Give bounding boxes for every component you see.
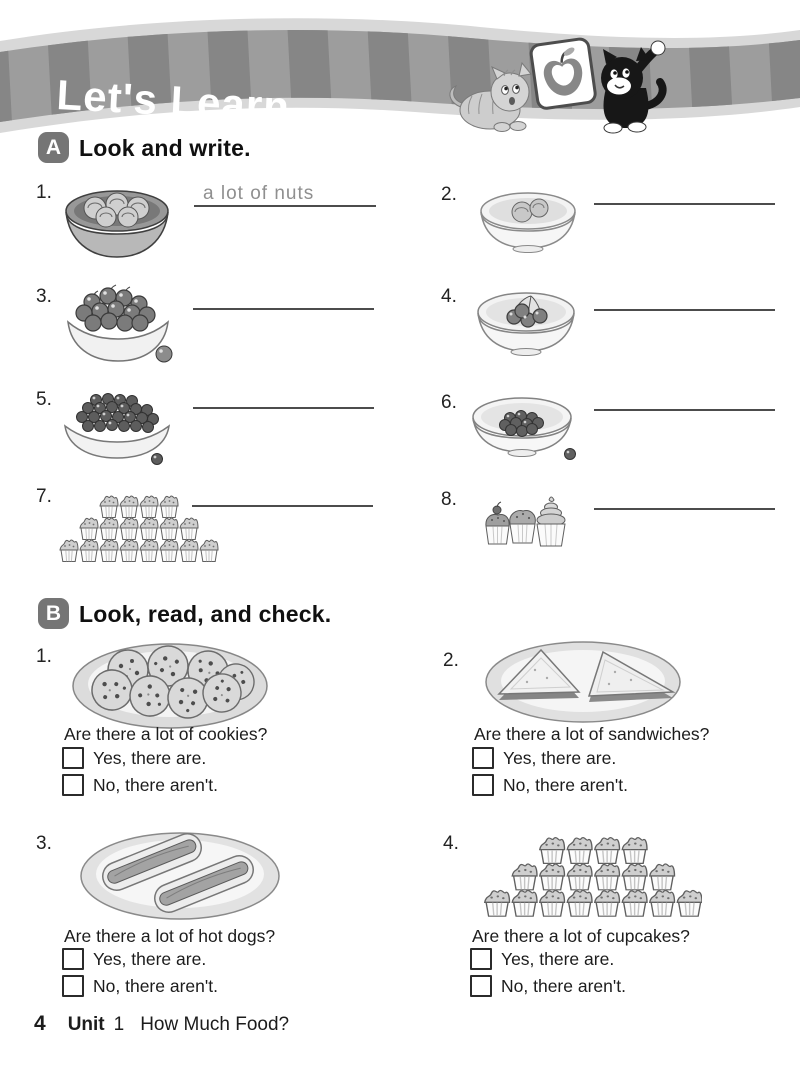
item-b1-no-label: No, there aren't.	[93, 774, 218, 795]
item-a6-answer-line[interactable]	[594, 409, 775, 411]
item-a5-number: 5.	[36, 389, 52, 410]
a-lot-of-cupcakes-image	[482, 822, 702, 918]
item-a1-number: 1.	[36, 182, 52, 203]
unit-label: Unit	[67, 1014, 105, 1035]
item-a3-answer-line[interactable]	[193, 308, 374, 310]
item-b1-yes-label: Yes, there are.	[93, 747, 207, 768]
item-a3-number: 3.	[36, 286, 52, 307]
item-a2-answer-line[interactable]	[594, 203, 775, 205]
item-b4-yes-checkbox[interactable]	[470, 948, 492, 970]
item-a1-written-answer: a lot of nuts	[203, 183, 315, 204]
item-b3-yes-checkbox[interactable]	[62, 948, 84, 970]
item-b2-number: 2.	[443, 650, 459, 671]
item-b3-yes-label: Yes, there are.	[93, 948, 207, 969]
plate-of-hot-dogs-image	[78, 826, 283, 921]
item-b1-number: 1.	[36, 646, 52, 667]
unit-title: How Much Food?	[140, 1014, 290, 1035]
bowl-a-few-cherries-image	[474, 286, 582, 360]
section-a-heading: Look and write.	[79, 135, 251, 161]
a-few-cupcakes-image	[478, 492, 578, 560]
item-b4-yes-label: Yes, there are.	[501, 948, 615, 969]
section-a-badge: A	[38, 132, 69, 163]
page-footer	[34, 1012, 289, 1036]
item-b3-no-checkbox[interactable]	[62, 975, 84, 997]
lets-learn-banner	[0, 10, 800, 138]
section-b-heading: Look, read, and check.	[79, 601, 332, 627]
item-b2-question: Are there a lot of sandwiches?	[474, 724, 710, 744]
item-b2-yes-checkbox[interactable]	[472, 747, 494, 769]
item-a7-number: 7.	[36, 486, 52, 507]
item-b3-question: Are there a lot of hot dogs?	[64, 926, 276, 946]
item-a5-answer-line[interactable]	[193, 407, 374, 409]
item-b2-no-label: No, there aren't.	[503, 774, 628, 795]
item-a4-number: 4.	[441, 286, 457, 307]
item-a4-answer-line[interactable]	[594, 309, 775, 311]
item-b2-yes-label: Yes, there are.	[503, 747, 617, 768]
bowl-a-few-grapes-image	[470, 390, 582, 462]
item-b3-number: 3.	[36, 833, 52, 854]
item-a8-answer-line[interactable]	[594, 508, 775, 510]
unit-number: 1	[113, 1014, 125, 1035]
page-number: 4	[34, 1012, 46, 1035]
apple-card-illustration	[530, 38, 596, 109]
item-b3-no-label: No, there aren't.	[93, 975, 218, 996]
item-b1-question: Are there a lot of cookies?	[64, 724, 268, 744]
item-b4-number: 4.	[443, 833, 459, 854]
plate-of-cookies-image	[70, 636, 270, 731]
bowl-a-few-nuts-image	[476, 186, 581, 256]
item-a8-number: 8.	[441, 489, 457, 510]
item-b1-no-checkbox[interactable]	[62, 774, 84, 796]
item-b2-no-checkbox[interactable]	[472, 774, 494, 796]
item-a1-answer-line[interactable]	[194, 205, 376, 207]
section-b-badge: B	[38, 598, 69, 629]
item-a7-answer-line[interactable]	[192, 505, 373, 507]
plate-of-sandwiches-image	[483, 638, 683, 726]
item-a2-number: 2.	[441, 184, 457, 205]
bowl-a-lot-of-grapes-image	[60, 388, 175, 466]
item-a6-number: 6.	[441, 392, 457, 413]
item-b1-yes-checkbox[interactable]	[62, 747, 84, 769]
bowl-a-lot-of-nuts-image	[62, 184, 172, 262]
item-b4-no-checkbox[interactable]	[470, 975, 492, 997]
bowl-a-lot-of-cherries-image	[62, 284, 174, 368]
item-b4-question: Are there a lot of cupcakes?	[472, 926, 690, 946]
a-lot-of-cupcakes-image	[58, 483, 220, 563]
item-b4-no-label: No, there aren't.	[501, 975, 626, 996]
banner-title: Let's Learn	[55, 71, 292, 131]
